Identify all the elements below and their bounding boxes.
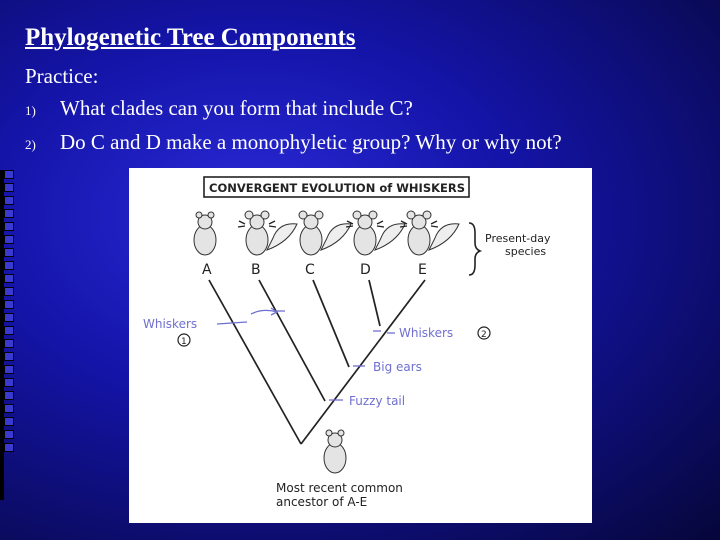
- species-label-d: D: [360, 262, 371, 278]
- species-label-a: A: [202, 262, 212, 278]
- question-item: [25, 96, 562, 130]
- slide-title: Phylogenetic Tree Components: [25, 24, 356, 51]
- big-ears-label: Big ears: [373, 360, 422, 374]
- present-day-label-2: species: [505, 245, 547, 258]
- question-list: [25, 96, 562, 164]
- species-a-icon: [194, 212, 216, 255]
- species-label-e: E: [418, 262, 427, 278]
- whiskers-1-label: Whiskers: [143, 317, 198, 331]
- ancestor-icon: [324, 430, 346, 473]
- whiskers-2-number: 2: [481, 330, 487, 340]
- species-d-icon: [346, 211, 405, 255]
- decorative-square-strip: [4, 170, 16, 452]
- practice-subtitle: Practice:: [25, 64, 99, 88]
- species-label-c: C: [305, 262, 315, 278]
- question-item: [25, 130, 562, 164]
- question-text: Do C and D make a monophyletic group? Why or why not?: [60, 130, 562, 154]
- species-b-icon: [238, 211, 297, 255]
- phylogenetic-tree-figure: [129, 168, 592, 523]
- question-number: 2): [25, 137, 36, 152]
- whiskers-1-number: 1: [181, 337, 187, 347]
- question-number: 1): [25, 103, 36, 118]
- question-text: What clades can you form that include C?: [60, 96, 413, 120]
- whiskers-2-label: Whiskers: [399, 326, 454, 340]
- species-label-b: B: [251, 262, 261, 278]
- tree-diagram: [129, 168, 592, 523]
- present-day-label: Present-day: [485, 232, 551, 245]
- fuzzy-tail-label: Fuzzy tail: [349, 394, 406, 408]
- species-e-icon: [400, 211, 459, 255]
- ancestor-label: Most recent common: [276, 481, 403, 495]
- figure-heading: CONVERGENT EVOLUTION of WHISKERS: [209, 181, 466, 195]
- species-c-icon: [299, 211, 351, 255]
- present-day-brace: [469, 223, 480, 275]
- ancestor-label-2: ancestor of A-E: [276, 495, 368, 509]
